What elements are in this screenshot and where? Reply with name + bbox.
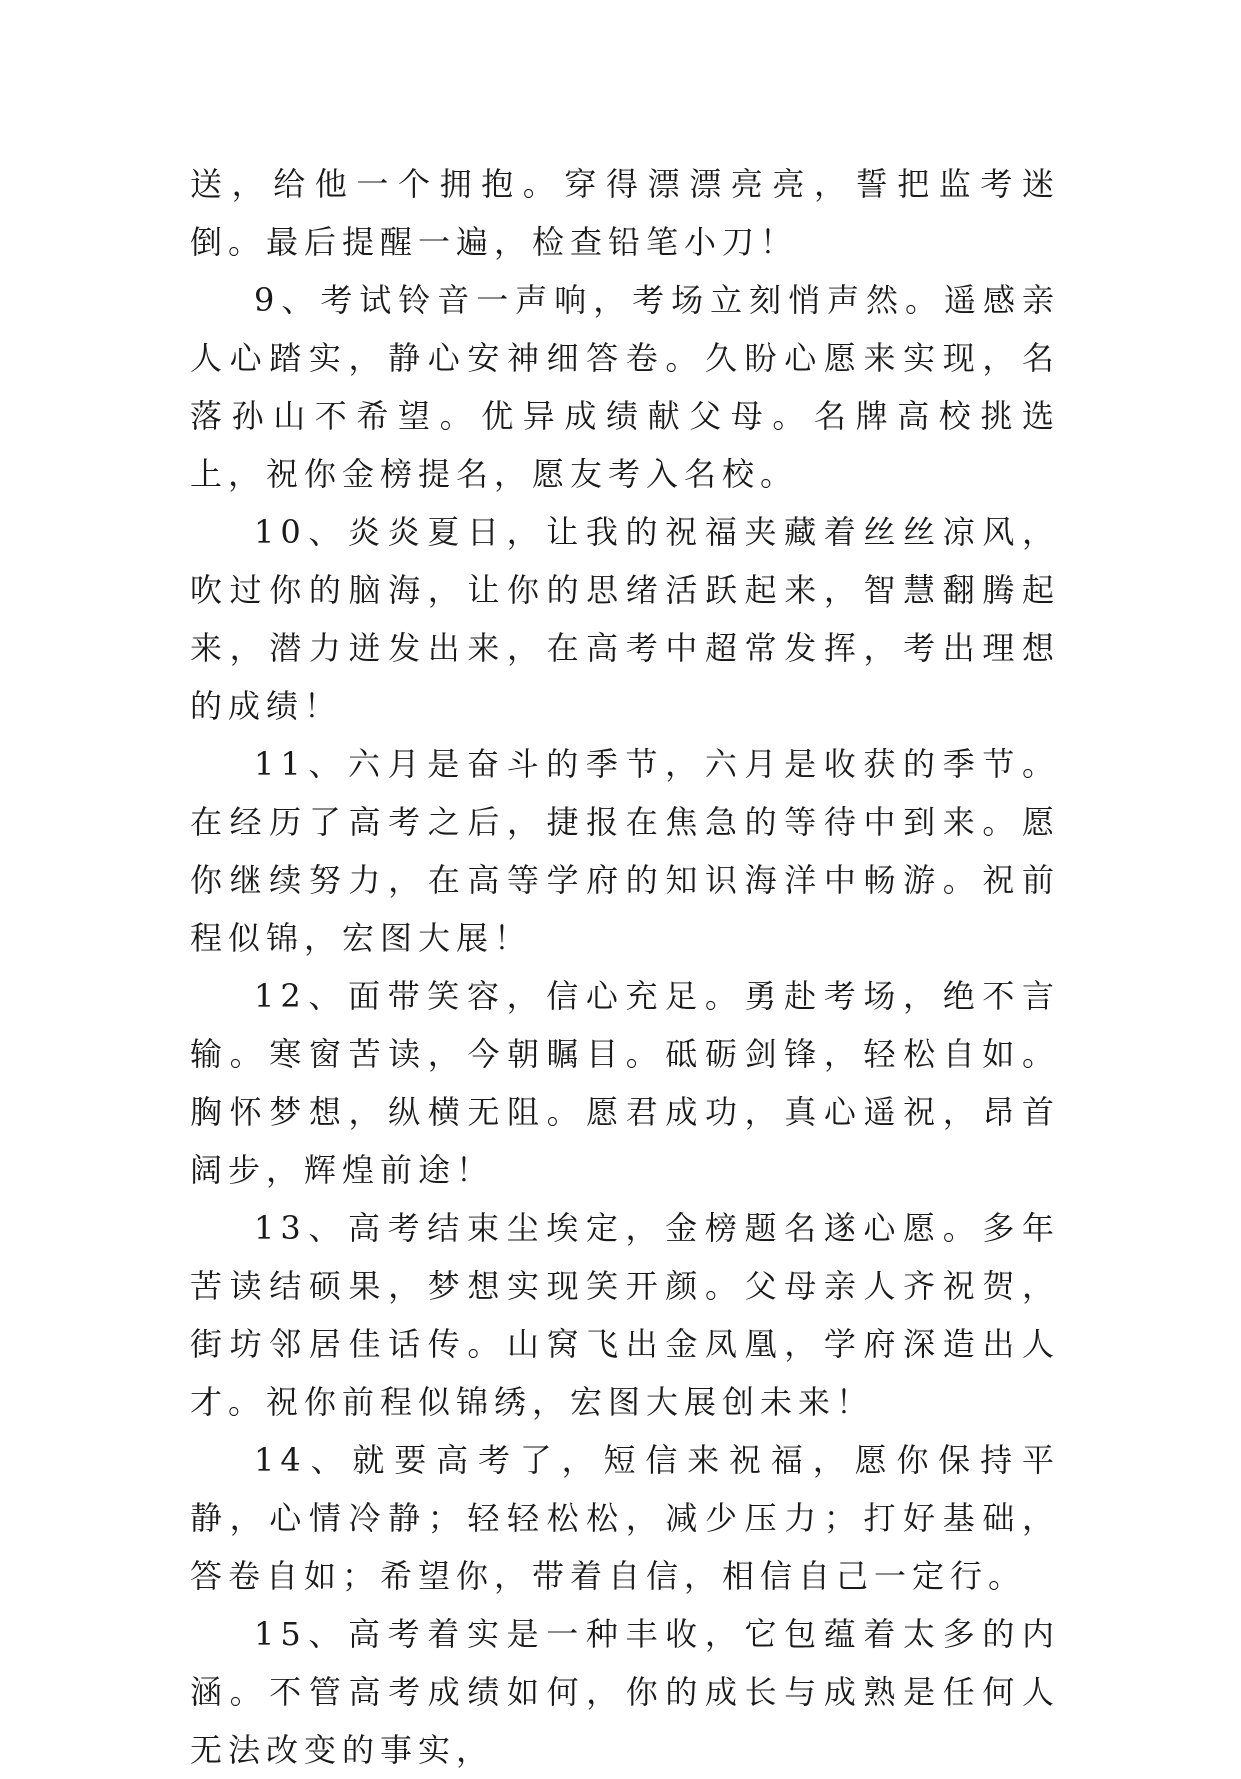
paragraph-item-9: 9、考试铃音一声响，考场立刻悄声然。遥感亲人心踏实，静心安神细答卷。久盼心愿来实现，名落孙山不希望。优异成绩献父母。名牌高校挑选上，祝你金榜提名，愿友考入名校。 bbox=[190, 281, 1060, 493]
paragraph-item-15: 15、高考着实是一种丰收，它包蕴着太多的内涵。不管高考成绩如何，你的成长与成熟是任何人无法改变的事实， bbox=[190, 1615, 1060, 1769]
paragraph-item-11: 11、六月是奋斗的季节，六月是收获的季节。在经历了高考之后，捷报在焦急的等待中到来。愿你继续努力，在高等学府的知识海洋中畅游。祝前程似锦，宏图大展！ bbox=[190, 745, 1060, 957]
paragraph-item-13: 13、高考结束尘埃定，金榜题名遂心愿。多年苦读结硕果，梦想实现笑开颜。父母亲人齐祝贺，街坊邻居佳话传。山窝飞出金凤凰，学府深造出人才。祝你前程似锦绣，宏图大展创未来！ bbox=[190, 1209, 1060, 1421]
paragraph-item-14: 14、就要高考了，短信来祝福，愿你保持平静，心情冷静；轻轻松松，减少压力；打好基础，答卷自如；希望你，带着自信，相信自己一定行。 bbox=[190, 1441, 1060, 1595]
document-body bbox=[190, 155, 1060, 1779]
paragraph-item-10: 10、炎炎夏日，让我的祝福夹藏着丝丝凉风，吹过你的脑海，让你的思绪活跃起来，智慧翻腾起来，潜力迸发出来，在高考中超常发挥，考出理想的成绩！ bbox=[190, 513, 1060, 725]
paragraph-item-12: 12、面带笑容，信心充足。勇赴考场，绝不言输。寒窗苦读，今朝瞩目。砥砺剑锋，轻松自如。胸怀梦想，纵横无阻。愿君成功，真心遥祝，昂首阔步，辉煌前途！ bbox=[190, 977, 1060, 1189]
paragraph-continued: 送，给他一个拥抱。穿得漂漂亮亮，誓把监考迷倒。最后提醒一遍，检查铅笔小刀！ bbox=[190, 165, 1060, 261]
